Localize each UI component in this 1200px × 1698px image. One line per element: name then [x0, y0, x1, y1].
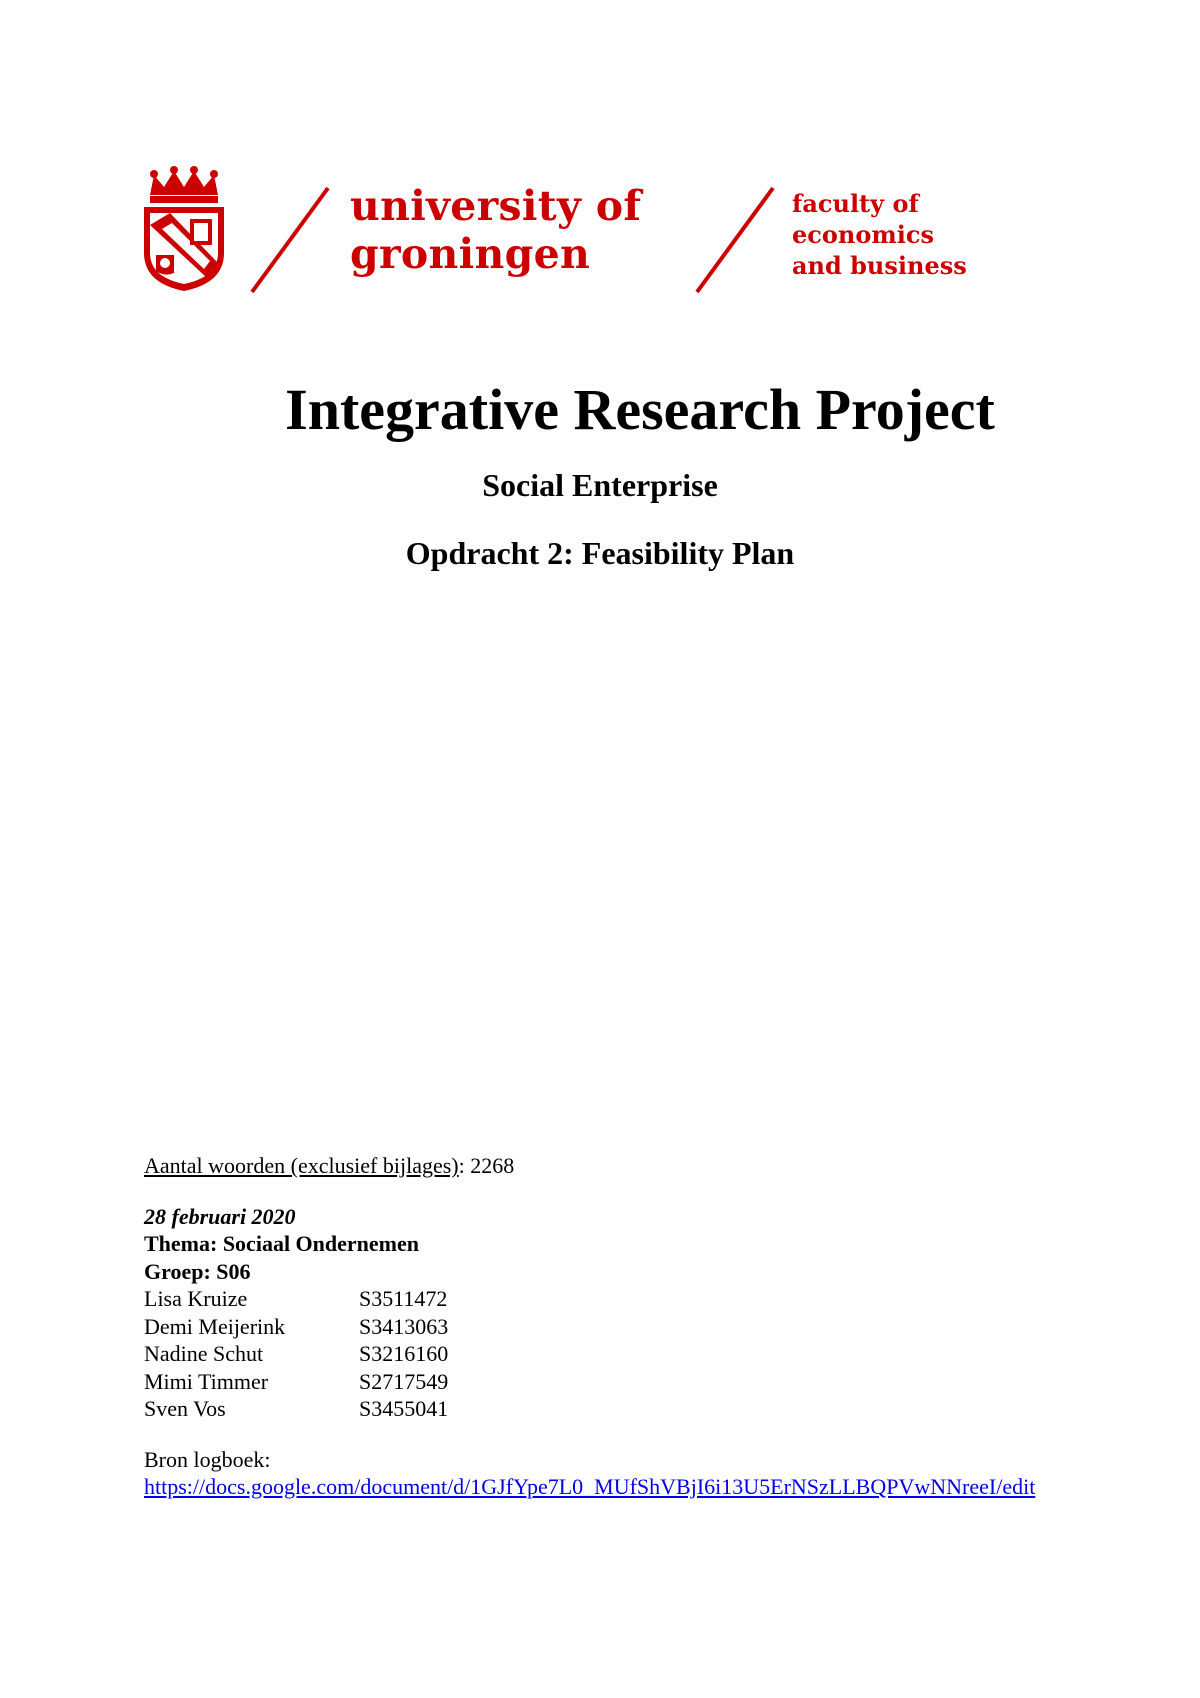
- member-name: Nadine Schut: [144, 1341, 264, 1366]
- word-count: [144, 1152, 1064, 1180]
- member-name: Demi Meijerink: [144, 1313, 286, 1339]
- document-subtitle: Social Enterprise: [482, 467, 718, 503]
- member-id: S3455041: [359, 1396, 449, 1421]
- spacer: [144, 1180, 1064, 1203]
- logo-divider-icon: [240, 160, 340, 300]
- faculty-name-line-2: and business: [792, 251, 967, 280]
- assignment-title: Opdracht 2: Feasibility Plan: [405, 535, 795, 571]
- logo-header: [140, 160, 1060, 300]
- member-row: [144, 1368, 1064, 1396]
- logbook-link[interactable]: https://docs.google.com/document/d/1GJfYpe7L0_MUfShVBjI6i13U5ErNSzLLBQPVwNNreeI/edit: [144, 1474, 1036, 1499]
- member-id: S2717549: [359, 1368, 449, 1394]
- theme-line: Thema: Sociaal Ondernemen: [144, 1231, 419, 1256]
- word-count-label: Aantal woorden (exclusief bijlages): [144, 1153, 459, 1178]
- member-name: Lisa Kruize: [144, 1286, 248, 1311]
- member-name: Mimi Timmer: [144, 1368, 269, 1394]
- member-row: [144, 1285, 1064, 1313]
- university-crest-icon: [140, 165, 228, 293]
- member-id: S3413063: [359, 1313, 449, 1339]
- source-label: Bron logboek:: [144, 1446, 271, 1472]
- member-row: [144, 1395, 1064, 1423]
- faculty-name-line-1: faculty of economics: [792, 189, 934, 249]
- member-name: Sven Vos: [144, 1396, 226, 1421]
- group-line: Groep: S06: [144, 1258, 251, 1284]
- university-name-line-2: groningen: [350, 230, 591, 278]
- word-count-value: : 2268: [458, 1153, 515, 1178]
- member-row: [144, 1313, 1064, 1341]
- university-name: [350, 182, 641, 278]
- member-row: [144, 1340, 1064, 1368]
- faculty-name: [792, 188, 1060, 281]
- document-date: 28 februari 2020: [144, 1203, 296, 1229]
- logo-divider-icon: [685, 160, 785, 300]
- university-name-line-1: university of: [350, 182, 642, 230]
- document-title: Integrative Research Project: [285, 377, 995, 442]
- info-block: [144, 1152, 1064, 1501]
- member-id: S3216160: [359, 1341, 449, 1366]
- member-id: S3511472: [359, 1286, 448, 1311]
- spacer: [144, 1423, 1064, 1446]
